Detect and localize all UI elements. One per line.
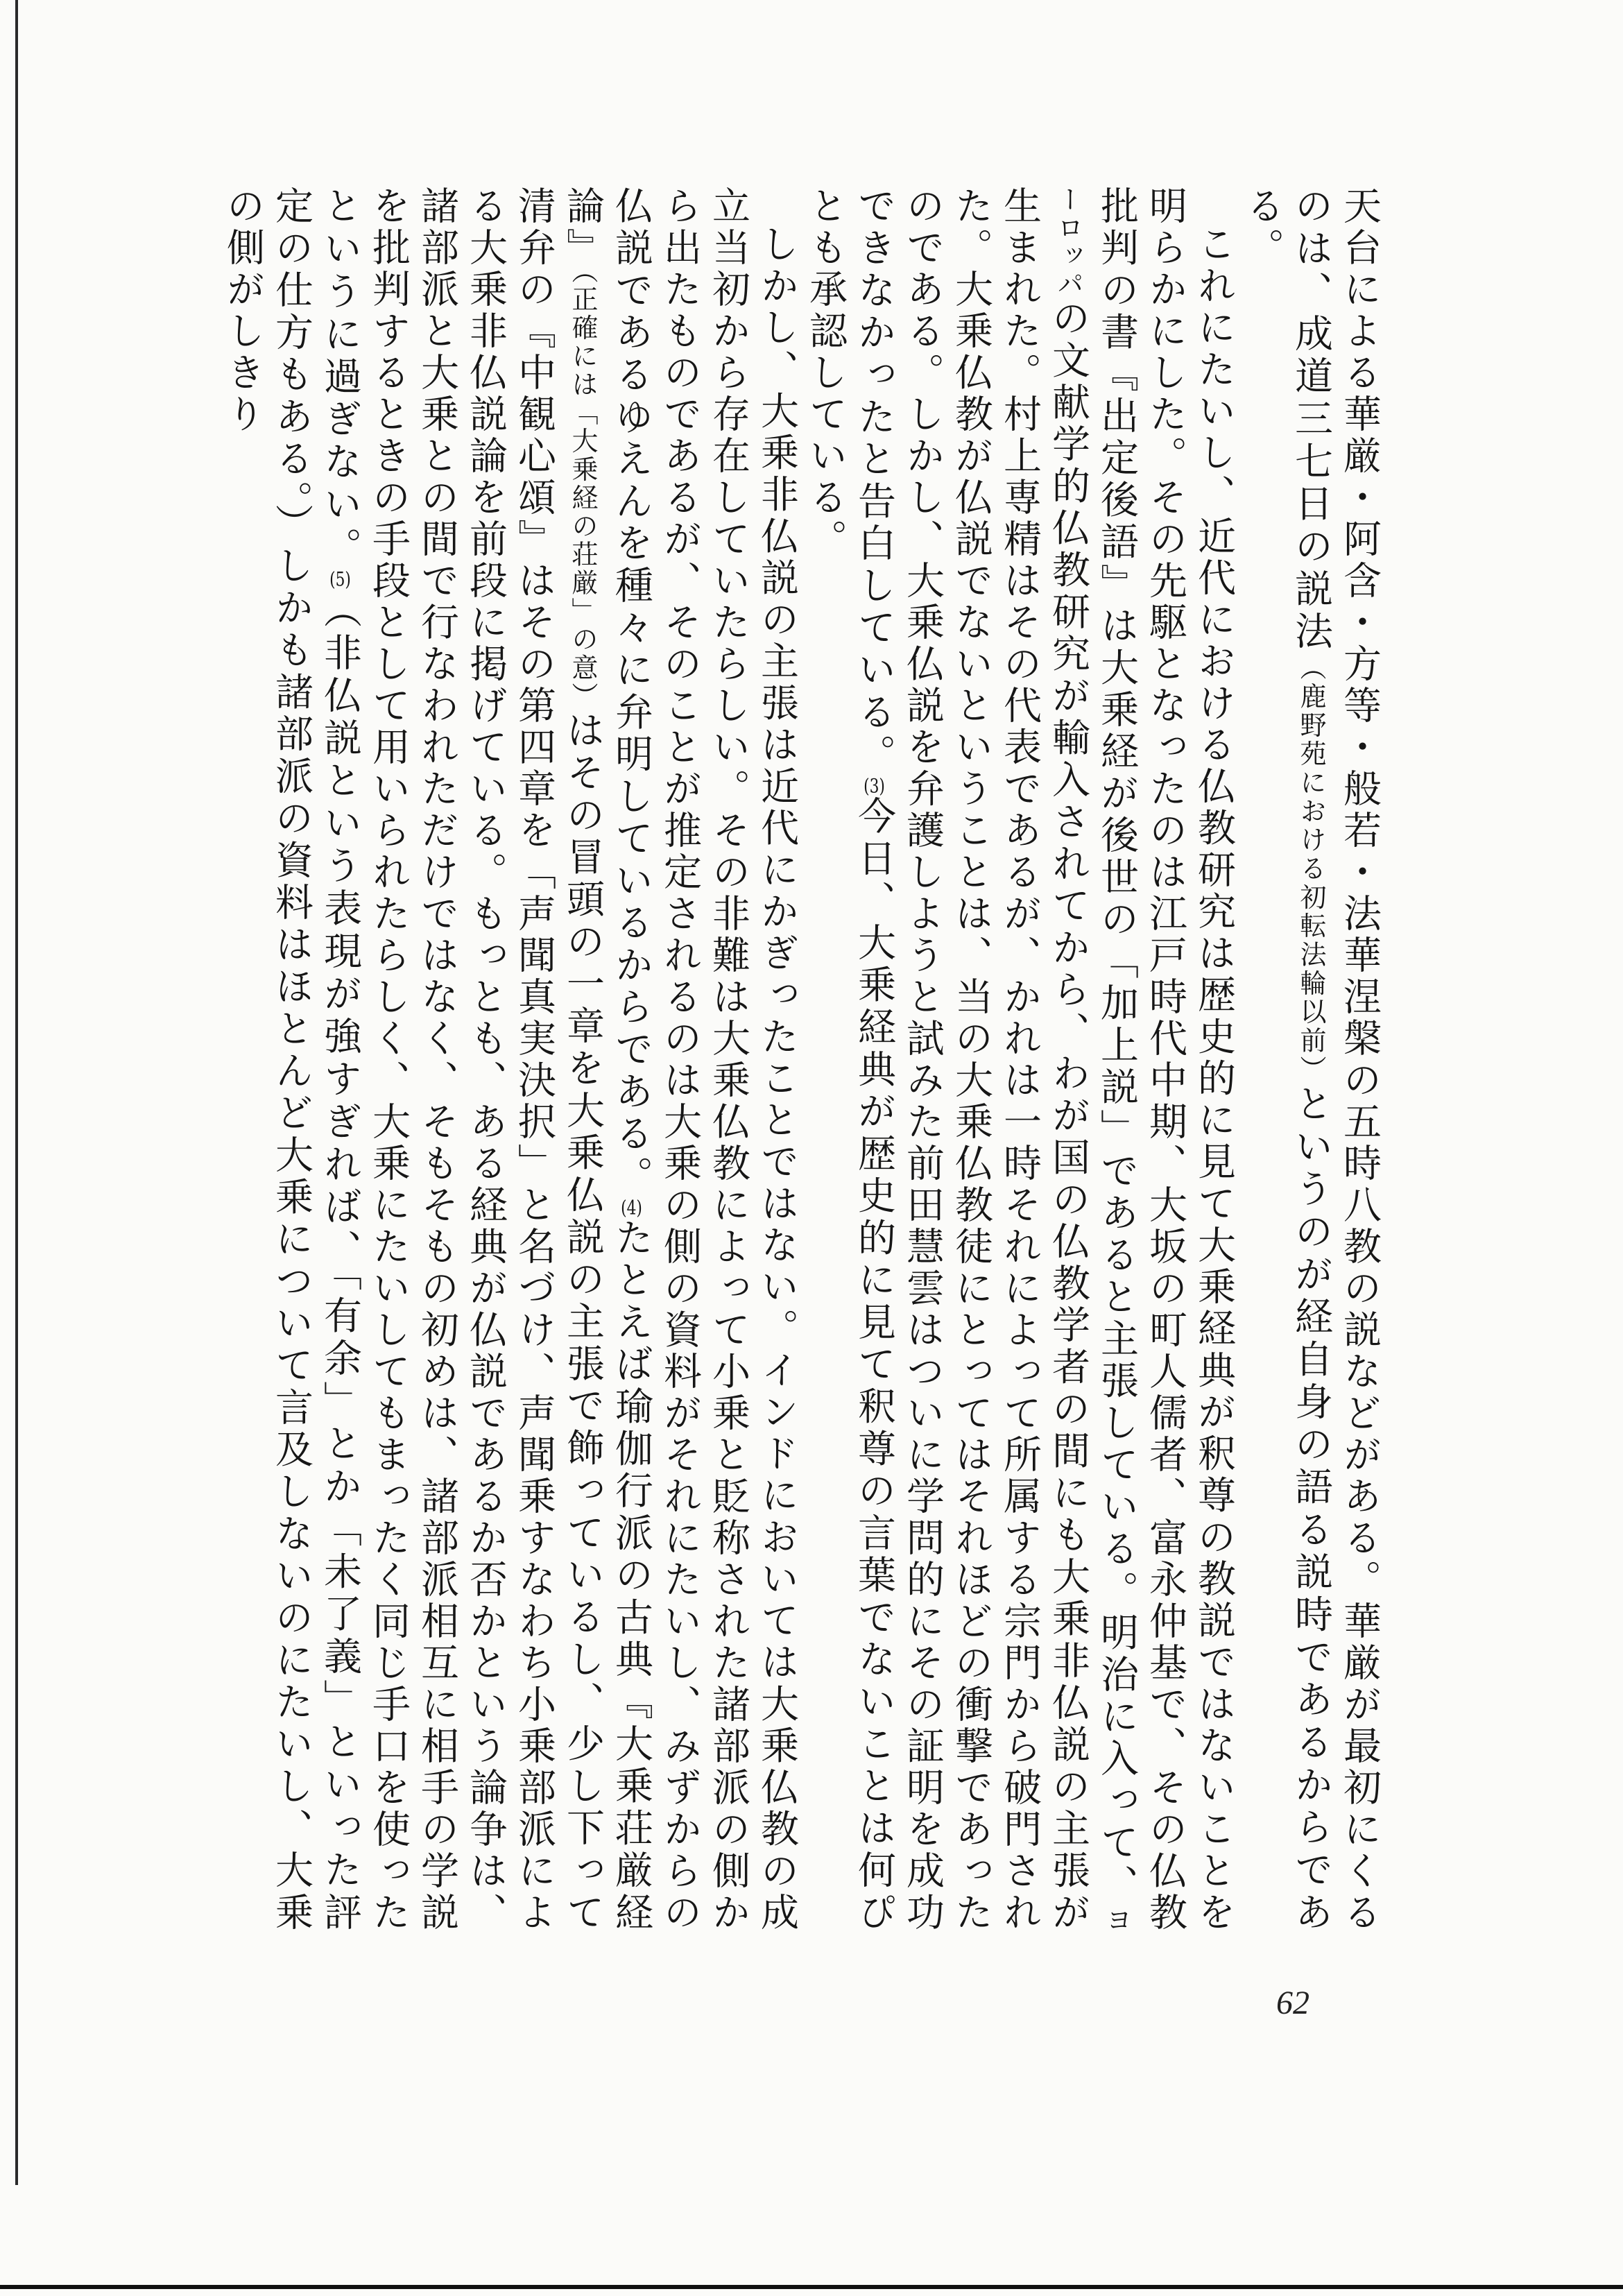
text-segment: というのが経自身の語る説時であるからである。 bbox=[1240, 186, 1333, 1935]
paragraph-2 bbox=[801, 186, 1238, 1934]
text-segment: これにたいし、近代における仏教研究は歴史的に見て大乗経典が釈尊の教説ではないことを明らかにした。その先駆となったのは江戸時代中期、大坂の町人儒者、富永仲基で、その仏教批判の書『出定後語』は大乗経が後世の「加上説」であると主張している。明治に入って、 bbox=[1094, 186, 1236, 1934]
footnote-marker-3: (3) bbox=[864, 776, 885, 796]
vertical-text-body bbox=[212, 186, 1384, 1934]
text-segment: （非仏説という表現が強すぎれば、「有余」とか「未了義」といった評定の仕方もある。）しかも諸部派の資料はほとんど大乗について言及しないのにたいし、大乗の側がしきり bbox=[221, 186, 362, 1934]
text-segment: たとえば瑜伽行派の古典『大乗荘厳経論』 bbox=[560, 186, 653, 1934]
paragraph-1 bbox=[1238, 186, 1384, 1934]
inline-annotation: （正確には「大乗経の荘厳」の意） bbox=[567, 270, 598, 711]
text-segment: はその冒頭の一章を大乗仏説の主張で飾っているし、少し下って清弁の『中観心頌』はその第四章を「声聞真実決択」と名づけ、声聞乗すなわち小乗部派による大乗非仏説論を前段に掲げている。もっとも、ある経典が仏説であるか否かという論争は、諸部派と大乗との間で行なわれただけではなく、そもそもの初めは、諸部派相互に相手の学説を批判するときの手段として用いられたらしく、大乗にたいしてもまったく同じ手口を使ったというに過ぎない。 bbox=[318, 186, 605, 1935]
footnote-marker-5: (5) bbox=[329, 569, 351, 590]
text-segment: しかし、大乗非仏説の主張は近代にかぎったことではない。インドにおいては大乗仏教の成立当初から存在していたらしい。その非難は大乗仏教によって小乗と貶称された諸部派の側から出たものであるが、そのことが推定されるのは大乗の側の資料がそれにたいし、みずからの仏説であるゆえんを種々に弁明しているからである。 bbox=[609, 186, 799, 1934]
katakana-small-text: ヨーロッパ bbox=[1053, 186, 1132, 1934]
paragraph-3 bbox=[218, 186, 801, 1934]
scan-bottom-edge bbox=[0, 2285, 1623, 2289]
text-segment: の文献学的仏教研究が輸入されてから、わが国の仏教学者の間にも大乗非仏説の主張が生まれた。村上専精はその代表であるが、かれは一時それによって所属する宗門から破門された。大乗仏教が仏説でないということは、当の大乗仏教徒にとってはそれほどの衝撃であったのである。しかし、大乗仏説を弁護しようと試みた前田慧雲はついに学問的にその証明を成功できなかったと告白している。 bbox=[852, 186, 1090, 1935]
inline-annotation: （鹿野苑における初転法輪以前） bbox=[1296, 653, 1326, 1084]
text-segment: 今日、大乗経典が歴史的に見て釈尊の言葉でないことは何ぴとも承認している。 bbox=[803, 186, 896, 1934]
text-segment: 天台による華厳・阿含・方等・般若・法華涅槃の五時八教の説などがある。華厳が最初にくるのは、成道三七日の説法 bbox=[1289, 186, 1382, 1934]
page-number: 62 bbox=[1276, 1985, 1309, 2021]
footnote-marker-4: (4) bbox=[621, 1197, 642, 1217]
binding-edge-line bbox=[15, 0, 18, 2185]
